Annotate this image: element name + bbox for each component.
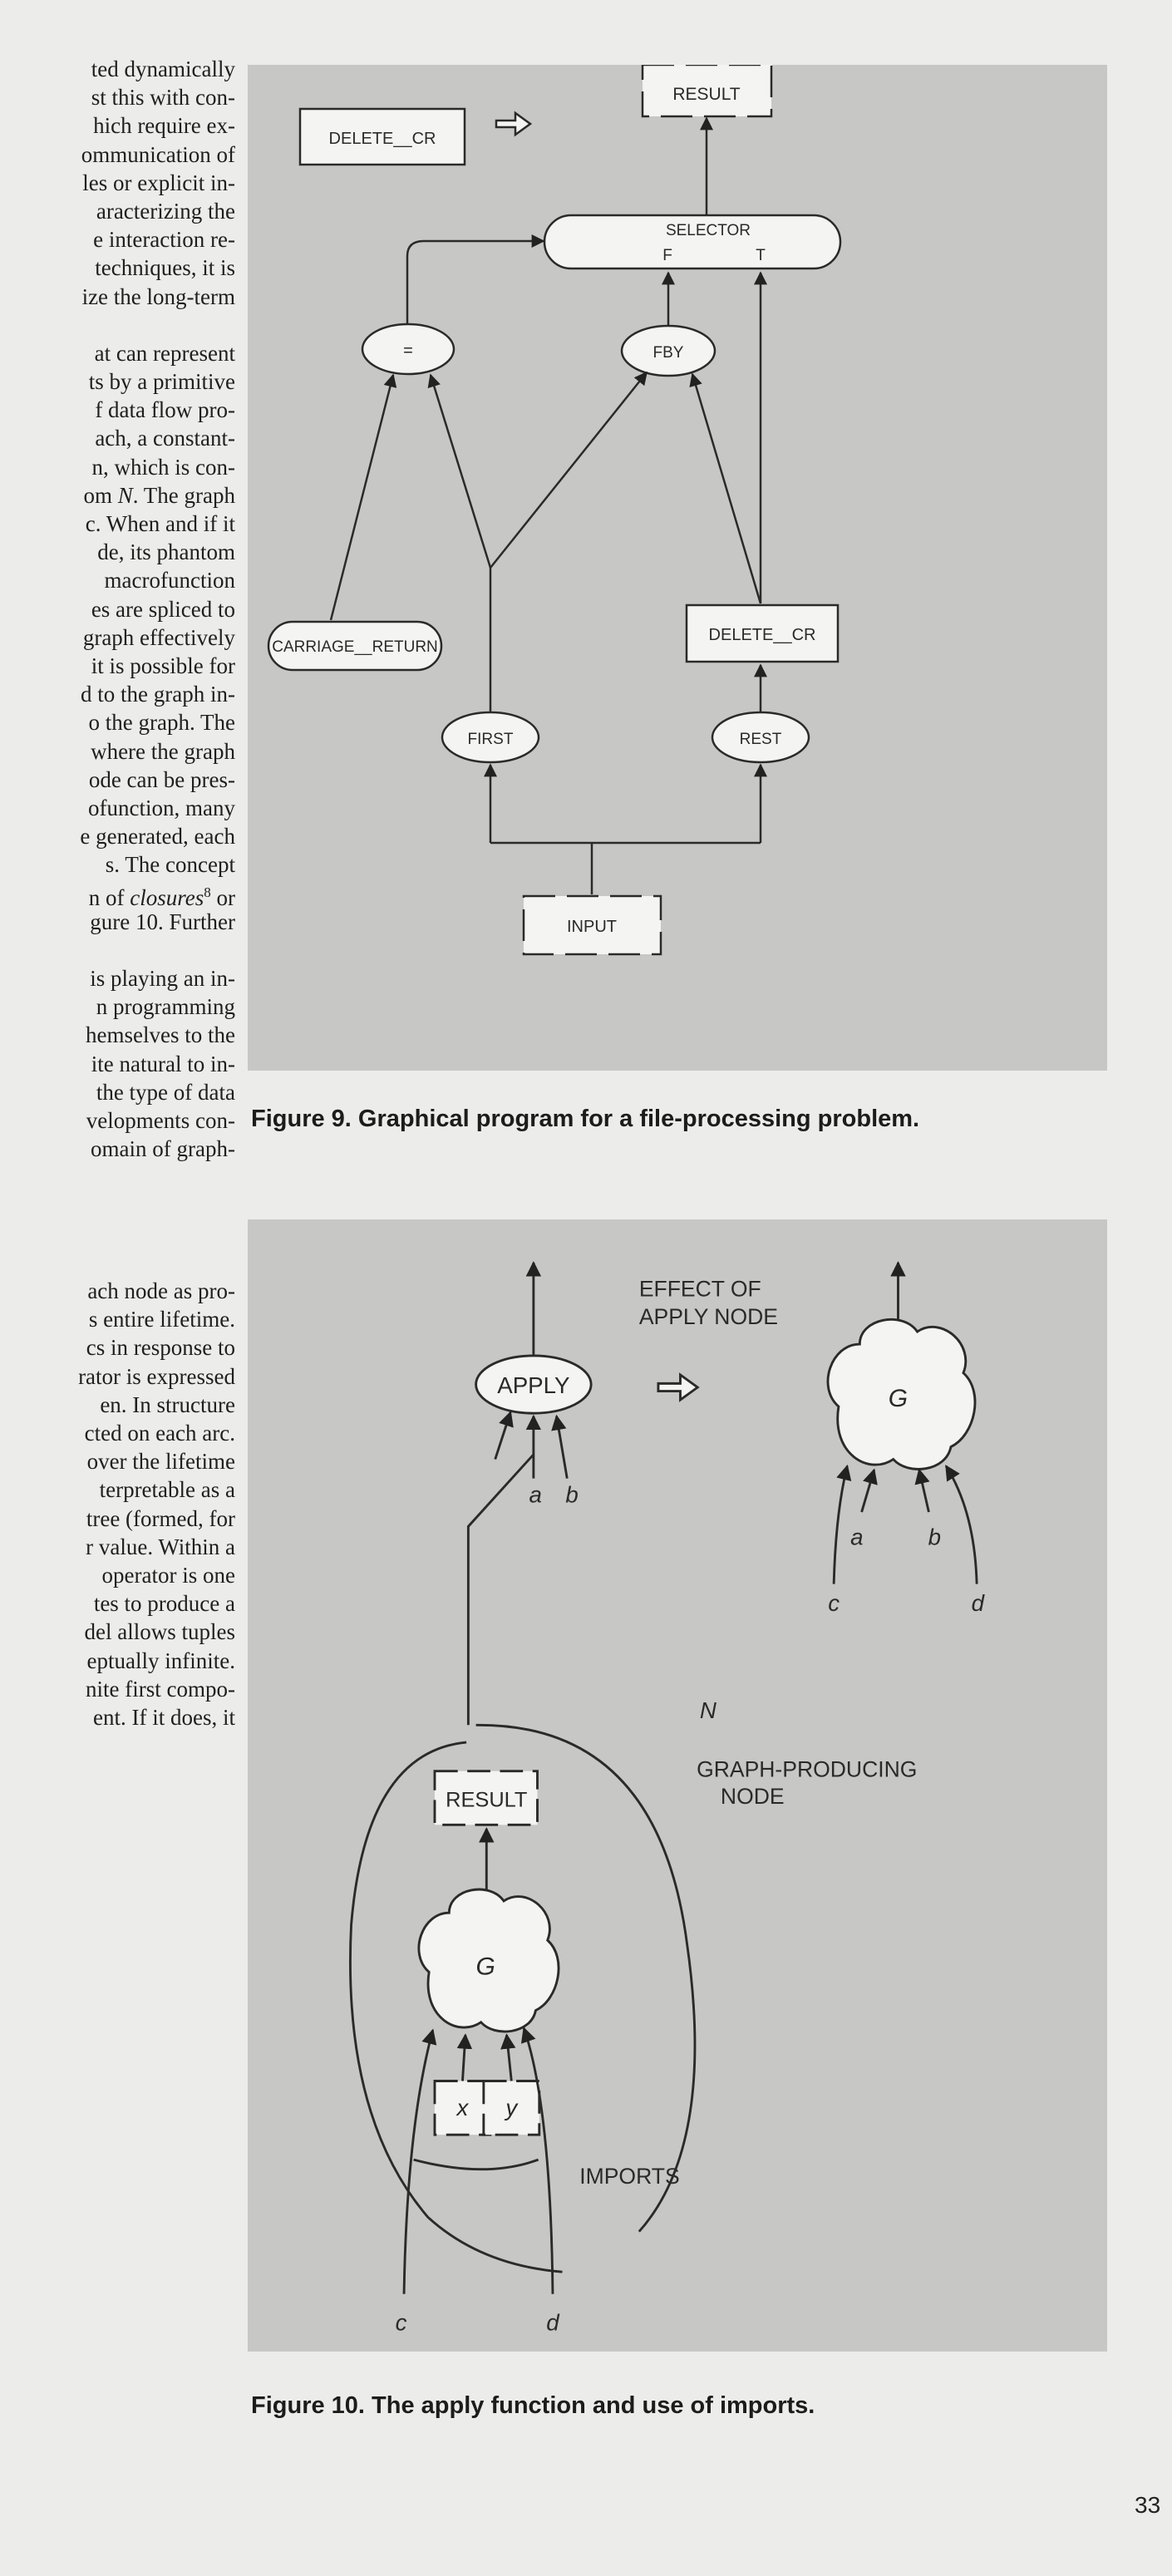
delete-cr-label: DELETE__CR <box>708 626 816 644</box>
b-label: b <box>565 1481 579 1508</box>
body-text-line: hich require ex- <box>93 113 235 139</box>
arrow-first-to-equals <box>431 375 490 568</box>
body-text-line: ach node as pro- <box>87 1278 235 1304</box>
page-number: 33 <box>1135 2492 1161 2518</box>
apply-label: APPLY <box>497 1372 570 1398</box>
delete-cr-title-label: DELETE__CR <box>328 130 436 148</box>
figure-10-caption: Figure 10. The apply function and use of imports. <box>251 2392 815 2419</box>
selector-t-label: T <box>756 247 766 264</box>
rest-label: REST <box>739 731 782 748</box>
body-text-line: graph effectively <box>82 624 235 650</box>
body-text-line: ommunication of <box>81 141 235 167</box>
figure-10-diagram <box>248 1219 1107 2352</box>
body-text-line: aracterizing the <box>96 198 235 224</box>
first-label: FIRST <box>467 731 514 748</box>
body-text-line: les or explicit in- <box>82 170 235 195</box>
body-text-line: is playing an in- <box>90 966 235 991</box>
figure-10-panel <box>248 1219 1107 2352</box>
carriage-return-label: CARRIAGE__RETURN <box>272 638 438 656</box>
g-label-bottom: G <box>475 1953 495 1981</box>
figure-9-caption: Figure 9. Graphical program for a file-processing problem. <box>251 1106 920 1132</box>
apply-node-effect-label: APPLY NODE <box>638 1303 778 1329</box>
selector-label: SELECTOR <box>665 222 751 239</box>
arrow-a-into-g <box>862 1470 874 1512</box>
arrow-d-into-g <box>946 1466 977 1584</box>
body-text-line: es are spliced to <box>91 596 235 622</box>
arrow-d-into-inner-g <box>524 2028 553 2294</box>
figure-9-nodes <box>268 65 840 954</box>
body-text-line: rator is expressed <box>78 1363 235 1389</box>
body-text-line: e generated, each <box>80 824 235 850</box>
body-text-line: cs in response to <box>86 1335 235 1361</box>
node-label: NODE <box>720 1783 785 1809</box>
body-text-line: hemselves to the <box>86 1022 235 1048</box>
body-text-line <box>0 936 235 964</box>
b-label-right: b <box>928 1524 942 1550</box>
arrow-equals-to-selector <box>407 241 544 323</box>
body-text-line: o the graph. The <box>88 710 235 736</box>
arrow-carriage-return-to-equals <box>331 375 393 620</box>
arrow-y-into-g <box>507 2035 512 2081</box>
arrow-c-into-g <box>834 1466 847 1584</box>
a-label: a <box>529 1481 542 1508</box>
body-text-line: e interaction re- <box>93 227 235 253</box>
graph-producing-label: GRAPH-PRODUCING <box>697 1756 918 1782</box>
d-label-right: d <box>971 1589 984 1616</box>
body-text-line: s. The concept <box>105 852 235 878</box>
body-text-line: techniques, it is <box>95 255 235 281</box>
body-text-line <box>0 1249 235 1277</box>
figure-10-import-lines <box>404 2028 553 2294</box>
arrow-first-to-fby <box>490 372 647 568</box>
result-label: RESULT <box>672 85 741 104</box>
body-text-line: eptually infinite. <box>86 1648 235 1673</box>
g-label-right: G <box>888 1385 909 1413</box>
x-label: x <box>456 2095 469 2121</box>
input-label: INPUT <box>567 918 617 936</box>
fby-label: FBY <box>652 344 684 362</box>
body-text-line: n, which is con- <box>91 454 235 480</box>
body-text-line <box>0 311 235 339</box>
body-text-line: it is possible for <box>91 653 235 678</box>
d-label-bottom: d <box>546 2309 559 2336</box>
body-text-line: cted on each arc. <box>84 1421 235 1446</box>
selector-f-label: F <box>662 247 672 264</box>
figure-9-panel <box>248 65 1107 1071</box>
body-text-line: ent. If it does, it <box>93 1704 235 1730</box>
body-text-line: omain of graph- <box>91 1136 235 1162</box>
arrow-b-into-g <box>919 1470 929 1512</box>
imports-bracket <box>414 2160 539 2170</box>
right-arrow-icon <box>496 113 530 135</box>
body-text-line: n programming <box>96 994 235 1020</box>
body-text-line: gure 10. Further <box>90 909 235 934</box>
body-text-line: r value. Within a <box>86 1534 235 1559</box>
body-text-line: ite natural to in- <box>91 1051 235 1076</box>
body-text-line: ach, a constant- <box>95 426 235 451</box>
body-text-line: over the lifetime <box>86 1449 235 1475</box>
body-text-line: om N. The graph <box>83 482 235 508</box>
right-arrow-icon <box>658 1375 697 1400</box>
body-text-line: ted dynamically <box>91 57 235 81</box>
body-text-line: ize the long-term <box>81 283 235 309</box>
n-label: N <box>699 1697 716 1724</box>
body-text-line: where the graph <box>91 738 235 764</box>
effect-of-label: EFFECT OF <box>638 1276 761 1302</box>
body-text-line: ts by a primitive <box>88 369 235 395</box>
arrow-b-into-apply <box>557 1416 568 1479</box>
body-text-line: s entire lifetime. <box>88 1307 235 1332</box>
figure-10-inputs <box>495 1412 568 1479</box>
line-n-to-apply <box>468 1455 533 1725</box>
figure-9-diagram <box>248 65 1107 1071</box>
body-text-line: operator is one <box>101 1562 235 1588</box>
body-text-line: the type of data <box>96 1079 235 1105</box>
arrow-x-into-g <box>462 2035 465 2081</box>
body-text-line <box>0 1192 235 1220</box>
body-text-line <box>0 1163 235 1191</box>
body-text-line <box>0 1220 235 1249</box>
a-label-right: a <box>850 1524 864 1550</box>
body-text-line: at can represent <box>94 340 235 366</box>
body-text-line: nite first compo- <box>86 1676 235 1702</box>
body-text-line: del allows tuples <box>84 1619 235 1645</box>
body-text-line: d to the graph in- <box>81 682 235 707</box>
body-text-line: n of closures$^8$ or <box>88 884 235 911</box>
body-text-line: ode can be pres- <box>88 766 235 792</box>
body-text-line: c. When and if it <box>85 511 235 536</box>
body-text-line: st this with con- <box>91 85 235 111</box>
body-text-line: ofunction, many <box>88 795 235 820</box>
y-label: y <box>505 2095 518 2121</box>
body-text-line: tes to produce a <box>93 1591 235 1617</box>
body-text-line: tree (formed, for <box>86 1505 235 1531</box>
inner-result-label: RESULT <box>446 1788 528 1812</box>
arrow-into-apply-left <box>495 1412 510 1460</box>
equals-label: = <box>403 342 413 360</box>
imports-label: IMPORTS <box>579 2164 680 2189</box>
body-text-line: en. In structure <box>100 1391 235 1417</box>
body-text-line: velopments con- <box>86 1107 235 1133</box>
body-text-column <box>0 55 235 1731</box>
c-label-bottom: c <box>395 2309 407 2336</box>
body-text-line: macrofunction <box>104 568 235 594</box>
c-label-right: c <box>828 1589 840 1616</box>
body-text-line: f data flow pro- <box>95 397 235 423</box>
arrow-delete-cr-to-fby <box>692 374 761 603</box>
body-text-line: de, its phantom <box>97 539 235 565</box>
body-text-line: terpretable as a <box>99 1477 235 1503</box>
